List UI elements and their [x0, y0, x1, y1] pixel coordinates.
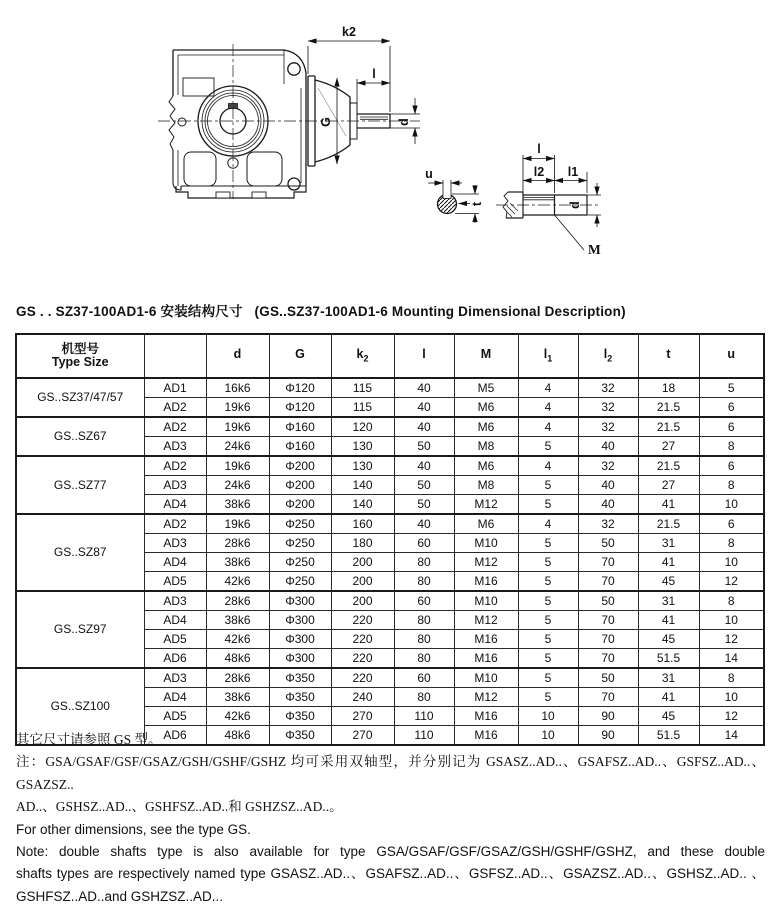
- value-cell: 220: [331, 630, 394, 649]
- value-cell: Φ300: [269, 630, 331, 649]
- value-cell: M6: [454, 417, 518, 437]
- value-cell: 10: [699, 553, 764, 572]
- note-en-2: Note: double shafts type is also available for type GSA/GSAF/GSF/GSAZ/GSH/GSHF/GSHZ, and these double: [16, 844, 765, 860]
- value-cell: 32: [578, 398, 638, 418]
- value-cell: 60: [394, 591, 454, 611]
- note-zh-2: 注：GSA/GSAF/GSF/GSAZ/GSH/GSHF/GSHZ 均可采用双轴型，并分别记为 GSASZ..AD..、GSAFSZ..AD..、GSFSZ..AD..、GSAZSZ..: [16, 754, 765, 792]
- value-cell: M16: [454, 572, 518, 592]
- value-cell: 50: [394, 495, 454, 515]
- value-cell: 51.5: [638, 649, 699, 669]
- ad-cell: AD2: [144, 398, 206, 418]
- value-cell: Φ120: [269, 378, 331, 398]
- col-header-type-size: [16, 334, 144, 378]
- value-cell: 38k6: [206, 495, 269, 515]
- technical-drawing: [0, 0, 780, 298]
- ad-cell: AD5: [144, 707, 206, 726]
- value-cell: 10: [699, 611, 764, 630]
- dim-label-G: G: [319, 117, 333, 127]
- col-header-l: l: [394, 334, 454, 378]
- value-cell: 31: [638, 591, 699, 611]
- value-cell: 24k6: [206, 476, 269, 495]
- value-cell: 130: [331, 437, 394, 457]
- ad-cell: AD6: [144, 649, 206, 669]
- table-row: [16, 417, 764, 437]
- ad-cell: AD5: [144, 630, 206, 649]
- type-size-cell: GS..SZ67: [16, 417, 144, 456]
- ad-cell: AD5: [144, 572, 206, 592]
- value-cell: 6: [699, 514, 764, 534]
- value-cell: 80: [394, 572, 454, 592]
- ad-cell: AD2: [144, 514, 206, 534]
- value-cell: M6: [454, 398, 518, 418]
- value-cell: 19k6: [206, 398, 269, 418]
- value-cell: 50: [578, 668, 638, 688]
- table-row: [16, 514, 764, 534]
- value-cell: Φ300: [269, 649, 331, 669]
- value-cell: 70: [578, 611, 638, 630]
- value-cell: 240: [331, 688, 394, 707]
- value-cell: 220: [331, 649, 394, 669]
- value-cell: 115: [331, 378, 394, 398]
- value-cell: 4: [518, 417, 578, 437]
- value-cell: 5: [518, 668, 578, 688]
- value-cell: 220: [331, 611, 394, 630]
- ad-cell: AD4: [144, 495, 206, 515]
- value-cell: Φ250: [269, 514, 331, 534]
- value-cell: M12: [454, 611, 518, 630]
- value-cell: 27: [638, 437, 699, 457]
- note-en-3: shafts types are respectively named type GSASZ..AD..、GSAFSZ..AD..、GSFSZ..AD..、GSAZSZ..AD..、GSHSZ..AD.. 、: [16, 866, 765, 882]
- ad-cell: AD3: [144, 437, 206, 457]
- dim-label-M: M: [588, 242, 601, 257]
- ad-cell: AD2: [144, 417, 206, 437]
- col-header-d: d: [206, 334, 269, 378]
- value-cell: 70: [578, 553, 638, 572]
- value-cell: 50: [578, 534, 638, 553]
- value-cell: M16: [454, 707, 518, 726]
- value-cell: 40: [394, 456, 454, 476]
- table-row: [16, 378, 764, 398]
- value-cell: 42k6: [206, 707, 269, 726]
- value-cell: M8: [454, 476, 518, 495]
- value-cell: Φ350: [269, 668, 331, 688]
- ad-cell: AD3: [144, 668, 206, 688]
- ad-cell: AD4: [144, 553, 206, 572]
- value-cell: 5: [699, 378, 764, 398]
- value-cell: 14: [699, 726, 764, 746]
- value-cell: 12: [699, 630, 764, 649]
- value-cell: 80: [394, 649, 454, 669]
- type-size-cell: GS..SZ100: [16, 668, 144, 745]
- value-cell: 21.5: [638, 417, 699, 437]
- value-cell: Φ300: [269, 611, 331, 630]
- value-cell: 24k6: [206, 437, 269, 457]
- value-cell: 42k6: [206, 630, 269, 649]
- value-cell: 4: [518, 514, 578, 534]
- value-cell: 10: [518, 707, 578, 726]
- value-cell: 40: [394, 398, 454, 418]
- value-cell: M6: [454, 456, 518, 476]
- value-cell: 12: [699, 707, 764, 726]
- value-cell: 80: [394, 553, 454, 572]
- dim-label-k2: k2: [342, 25, 356, 39]
- value-cell: 45: [638, 630, 699, 649]
- note-en-4: GSHFSZ..AD..and GSHZSZ..AD...: [16, 888, 224, 904]
- value-cell: 41: [638, 495, 699, 515]
- value-cell: 10: [518, 726, 578, 746]
- type-size-en: Type Size: [51, 355, 109, 369]
- value-cell: 4: [518, 398, 578, 418]
- value-cell: 80: [394, 630, 454, 649]
- note-zh-3: AD..、GSHSZ..AD..、GSHFSZ..AD..和 GSHZSZ..AD..。: [16, 799, 343, 815]
- ad-cell: AD4: [144, 688, 206, 707]
- value-cell: 90: [578, 726, 638, 746]
- value-cell: 40: [578, 437, 638, 457]
- ad-cell: AD6: [144, 726, 206, 746]
- col-header-l2: $l_2$: [578, 334, 638, 378]
- value-cell: 45: [638, 707, 699, 726]
- col-header-u: u: [699, 334, 764, 378]
- col-header-t: t: [638, 334, 699, 378]
- value-cell: 5: [518, 495, 578, 515]
- value-cell: M16: [454, 630, 518, 649]
- value-cell: Φ160: [269, 417, 331, 437]
- value-cell: Φ200: [269, 456, 331, 476]
- value-cell: 200: [331, 591, 394, 611]
- value-cell: 140: [331, 476, 394, 495]
- note-zh-1: 其它尺寸请参照 GS 型。: [16, 732, 162, 747]
- value-cell: 21.5: [638, 398, 699, 418]
- value-cell: 70: [578, 688, 638, 707]
- spec-table-body: [16, 378, 764, 745]
- table-row: [16, 668, 764, 688]
- value-cell: 8: [699, 668, 764, 688]
- value-cell: 8: [699, 591, 764, 611]
- value-cell: M10: [454, 668, 518, 688]
- value-cell: 41: [638, 688, 699, 707]
- value-cell: M16: [454, 649, 518, 669]
- gearbox-front-view: [158, 44, 420, 199]
- value-cell: 5: [518, 591, 578, 611]
- main-dimensions: [308, 41, 420, 164]
- value-cell: 51.5: [638, 726, 699, 746]
- value-cell: 5: [518, 553, 578, 572]
- value-cell: 42k6: [206, 572, 269, 592]
- type-size-cell: GS..SZ37/47/57: [16, 378, 144, 417]
- value-cell: 40: [578, 476, 638, 495]
- value-cell: 40: [394, 378, 454, 398]
- ad-cell: AD3: [144, 591, 206, 611]
- value-cell: 70: [578, 649, 638, 669]
- value-cell: 27: [638, 476, 699, 495]
- value-cell: M12: [454, 688, 518, 707]
- value-cell: M10: [454, 591, 518, 611]
- value-cell: M12: [454, 553, 518, 572]
- value-cell: 200: [331, 572, 394, 592]
- ad-cell: AD3: [144, 476, 206, 495]
- value-cell: 28k6: [206, 591, 269, 611]
- value-cell: 31: [638, 668, 699, 688]
- type-size-cell: GS..SZ97: [16, 591, 144, 668]
- value-cell: 8: [699, 437, 764, 457]
- ad-cell: AD3: [144, 534, 206, 553]
- col-header-ad: [144, 334, 206, 378]
- type-size-zh: 机型号: [61, 341, 99, 356]
- value-cell: 5: [518, 688, 578, 707]
- value-cell: Φ250: [269, 553, 331, 572]
- value-cell: 38k6: [206, 611, 269, 630]
- notes-section: [16, 729, 765, 908]
- ad-cell: AD2: [144, 456, 206, 476]
- value-cell: 60: [394, 534, 454, 553]
- header-row: [16, 334, 764, 378]
- value-cell: Φ250: [269, 572, 331, 592]
- dim-label-t: t: [470, 201, 484, 207]
- value-cell: 220: [331, 668, 394, 688]
- value-cell: Φ200: [269, 495, 331, 515]
- value-cell: Φ350: [269, 707, 331, 726]
- type-size-cell: GS..SZ87: [16, 514, 144, 591]
- value-cell: M6: [454, 514, 518, 534]
- value-cell: Φ350: [269, 726, 331, 746]
- value-cell: 31: [638, 534, 699, 553]
- value-cell: 110: [394, 707, 454, 726]
- dim-label-d-main: d: [397, 118, 411, 126]
- page-title: GS . . SZ37-100AD1-6 安装结构尺寸 (GS..SZ37-100AD1-6 Mounting Dimensional Description): [16, 304, 626, 319]
- value-cell: 115: [331, 398, 394, 418]
- type-size-cell: GS..SZ77: [16, 456, 144, 514]
- value-cell: 40: [394, 417, 454, 437]
- col-header-G: G: [269, 334, 331, 378]
- value-cell: 80: [394, 688, 454, 707]
- dimension-table: [15, 333, 765, 746]
- shaft-end-detail: [496, 155, 601, 250]
- value-cell: M8: [454, 437, 518, 457]
- value-cell: 270: [331, 707, 394, 726]
- col-header-k2: $k_2$: [331, 334, 394, 378]
- value-cell: 16k6: [206, 378, 269, 398]
- value-cell: 6: [699, 398, 764, 418]
- value-cell: 32: [578, 378, 638, 398]
- value-cell: 45: [638, 572, 699, 592]
- col-header-l1: $l_1$: [518, 334, 578, 378]
- col-header-M: M: [454, 334, 518, 378]
- value-cell: 50: [578, 591, 638, 611]
- value-cell: 48k6: [206, 649, 269, 669]
- value-cell: 32: [578, 417, 638, 437]
- value-cell: Φ200: [269, 476, 331, 495]
- value-cell: 90: [578, 707, 638, 726]
- value-cell: 28k6: [206, 668, 269, 688]
- value-cell: 60: [394, 668, 454, 688]
- value-cell: 14: [699, 649, 764, 669]
- value-cell: 5: [518, 476, 578, 495]
- ad-cell: AD4: [144, 611, 206, 630]
- value-cell: 160: [331, 514, 394, 534]
- value-cell: 10: [699, 495, 764, 515]
- table-row: [16, 591, 764, 611]
- value-cell: 21.5: [638, 514, 699, 534]
- value-cell: 200: [331, 553, 394, 572]
- value-cell: 50: [394, 476, 454, 495]
- value-cell: 41: [638, 611, 699, 630]
- value-cell: Φ350: [269, 688, 331, 707]
- value-cell: Φ160: [269, 437, 331, 457]
- value-cell: 19k6: [206, 417, 269, 437]
- value-cell: 8: [699, 534, 764, 553]
- value-cell: 70: [578, 572, 638, 592]
- value-cell: 120: [331, 417, 394, 437]
- value-cell: 5: [518, 611, 578, 630]
- value-cell: 18: [638, 378, 699, 398]
- value-cell: 140: [331, 495, 394, 515]
- value-cell: 130: [331, 456, 394, 476]
- value-cell: 28k6: [206, 534, 269, 553]
- value-cell: 41: [638, 553, 699, 572]
- value-cell: M12: [454, 495, 518, 515]
- ad-cell: AD1: [144, 378, 206, 398]
- dim-label-d-detail: d: [568, 201, 582, 209]
- value-cell: 38k6: [206, 688, 269, 707]
- dim-label-l1: l1: [567, 165, 579, 179]
- value-cell: 10: [699, 688, 764, 707]
- value-cell: 21.5: [638, 456, 699, 476]
- value-cell: 110: [394, 726, 454, 746]
- value-cell: Φ300: [269, 591, 331, 611]
- value-cell: 38k6: [206, 553, 269, 572]
- value-cell: M5: [454, 378, 518, 398]
- dim-label-u: u: [425, 167, 433, 181]
- value-cell: 32: [578, 456, 638, 476]
- value-cell: 8: [699, 476, 764, 495]
- value-cell: 180: [331, 534, 394, 553]
- dim-label-l-detail: l: [537, 142, 541, 156]
- value-cell: 12: [699, 572, 764, 592]
- shaft-section-detail: [428, 180, 479, 223]
- value-cell: Φ120: [269, 398, 331, 418]
- value-cell: 40: [394, 514, 454, 534]
- value-cell: 4: [518, 456, 578, 476]
- value-cell: 32: [578, 514, 638, 534]
- value-cell: 270: [331, 726, 394, 746]
- table-row: [16, 456, 764, 476]
- note-en-1: For other dimensions, see the type GS.: [16, 821, 251, 837]
- value-cell: 5: [518, 572, 578, 592]
- value-cell: 19k6: [206, 456, 269, 476]
- value-cell: 40: [578, 495, 638, 515]
- value-cell: 5: [518, 437, 578, 457]
- value-cell: 48k6: [206, 726, 269, 746]
- value-cell: 6: [699, 417, 764, 437]
- dim-label-l2: l2: [533, 165, 545, 179]
- value-cell: 5: [518, 534, 578, 553]
- value-cell: 5: [518, 630, 578, 649]
- value-cell: M10: [454, 534, 518, 553]
- value-cell: Φ250: [269, 534, 331, 553]
- value-cell: 70: [578, 630, 638, 649]
- value-cell: 19k6: [206, 514, 269, 534]
- value-cell: 50: [394, 437, 454, 457]
- value-cell: 80: [394, 611, 454, 630]
- value-cell: 5: [518, 649, 578, 669]
- value-cell: 6: [699, 456, 764, 476]
- value-cell: M16: [454, 726, 518, 746]
- value-cell: 4: [518, 378, 578, 398]
- dim-label-l-main: l: [372, 67, 376, 81]
